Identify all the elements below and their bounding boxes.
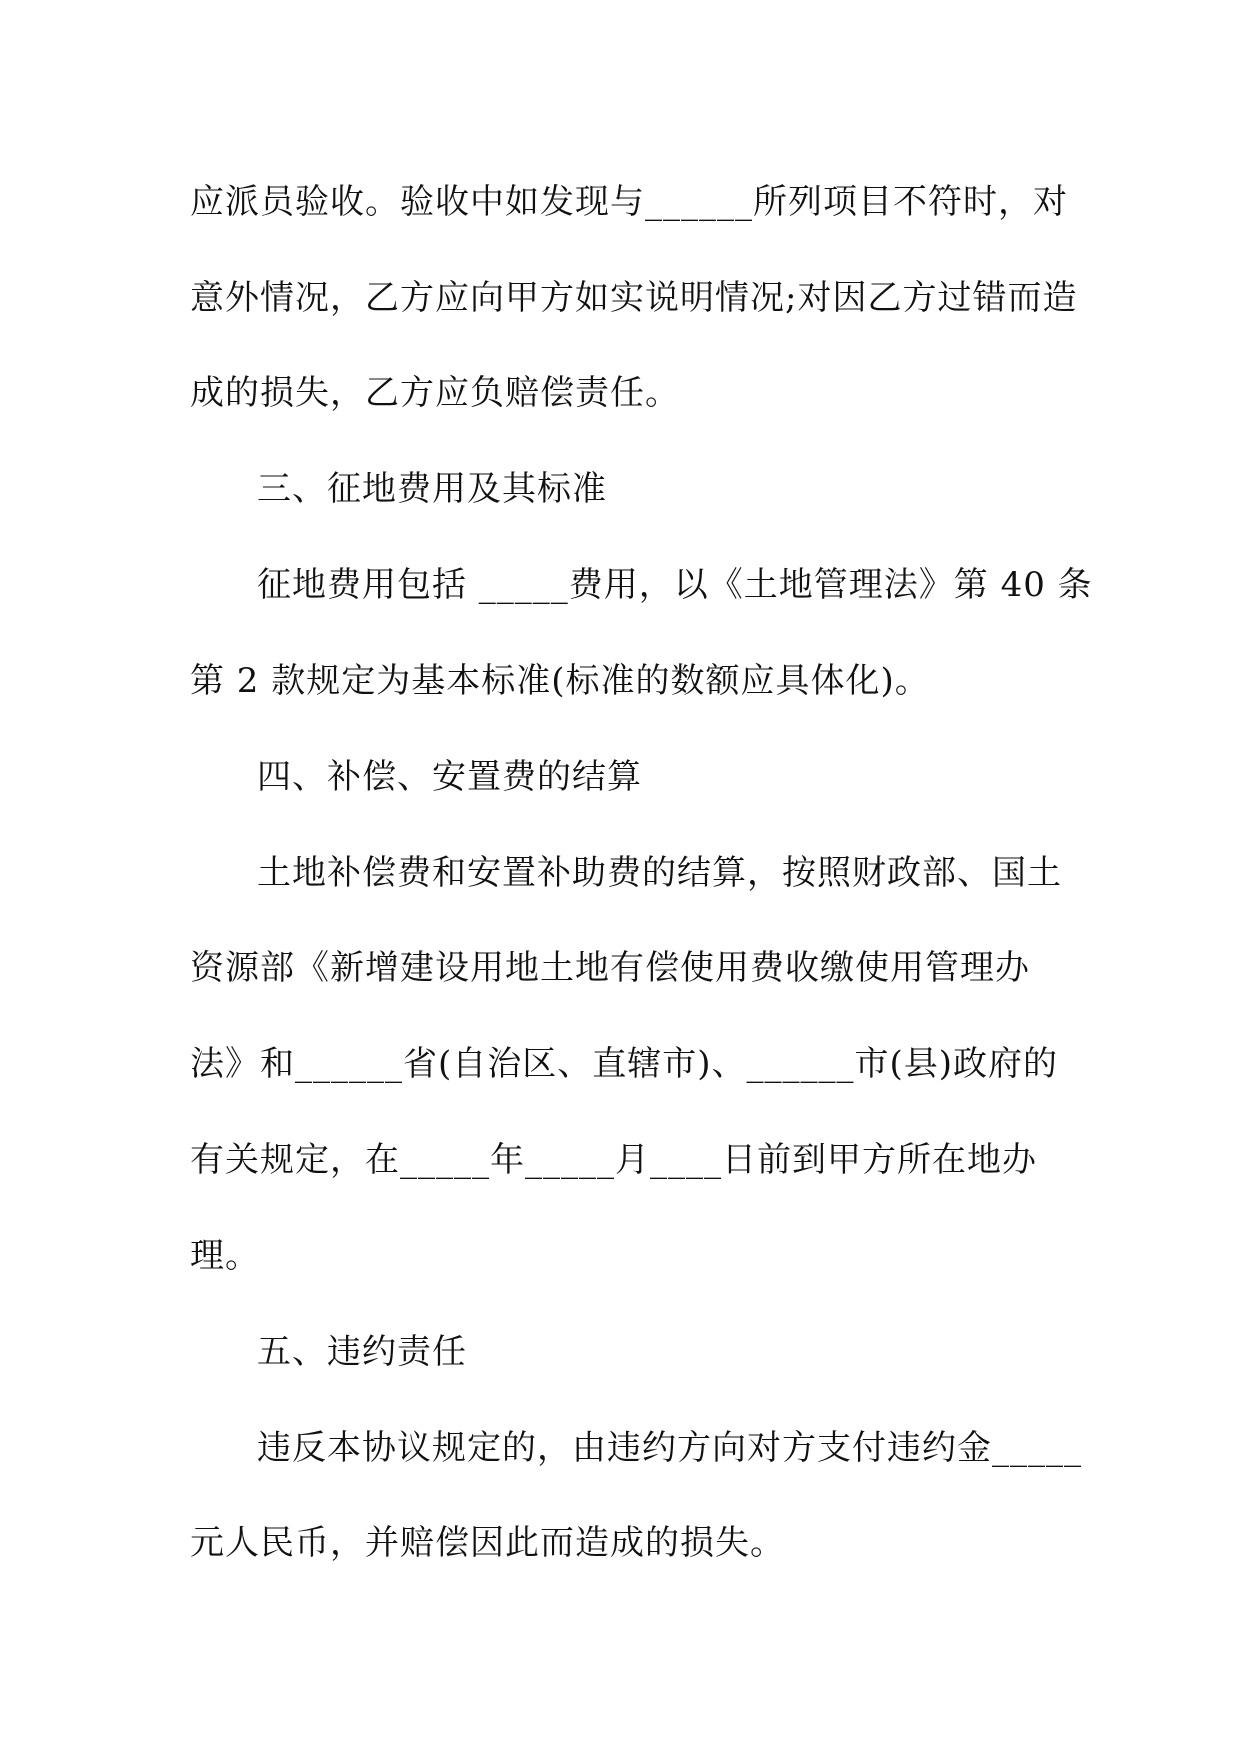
text-line: 第 2 款规定为基本标准(标准的数额应具体化)。 [190,661,930,701]
text-line: 违反本协议规定的，由违约方向对方支付违约金_____ [257,1428,1082,1468]
text-line: 资源部《新增建设用地土地有偿使用费收缴使用管理办 [190,948,1030,988]
text-line: 征地费用包括 _____费用，以《土地管理法》第 40 条 [257,565,1093,605]
section-heading: 四、补偿、安置费的结算 [257,757,642,797]
text-line: 元人民币，并赔偿因此而造成的损失。 [190,1523,785,1563]
text-line: 意外情况，乙方应向甲方如实说明情况;对因乙方过错而造 [190,278,1078,318]
text-line: 应派员验收。验收中如发现与______所列项目不符时，对 [190,182,1068,222]
text-line: 理。 [190,1236,260,1276]
section-heading: 三、征地费用及其标准 [257,469,607,509]
text-line: 有关规定，在_____年_____月____日前到甲方所在地办 [190,1140,1037,1180]
text-line: 法》和______省(自治区、直辖市)、______市(县)政府的 [190,1044,1059,1084]
section-heading: 五、违约责任 [257,1332,467,1372]
text-line: 土地补偿费和安置补助费的结算，按照财政部、国土 [257,853,1062,893]
text-line: 成的损失，乙方应负赔偿责任。 [190,373,680,413]
